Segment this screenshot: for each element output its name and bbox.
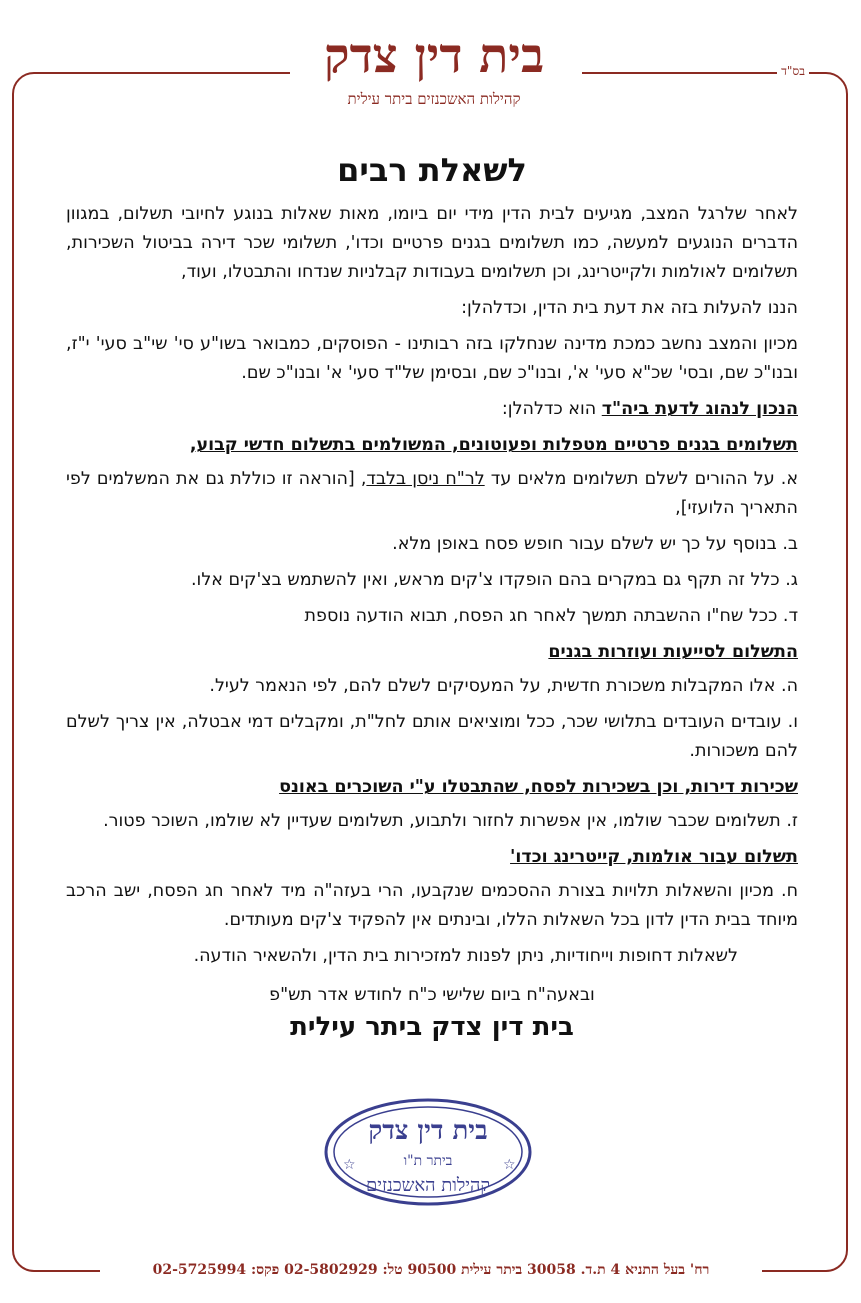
date-line: ובאעה"ח ביום שלישי כ"ח לחודש אדר תש"פ [269,985,595,1005]
intro-paragraph: לאחר שלרגל המצב, מגיעים לבית הדין מידי יום ביומו, מאות שאלות בנוגע לחיובי תשלום, במגוון הדברים הנוגעים למעשה, כמו תשלומים בגנים פרטיים וכדו', תשלומי שכר דירה בביטול השכירות, תשלומים לאולמות ולקייטרינג, וכן תשלומים בעבודות קבלניות שנדחו והתבטלו, ועוד, [66,204,798,282]
signature: בית דין צדק ביתר עילית [290,1012,574,1042]
paragraph-3: מכיון והמצב נחשב כמכת מדינה שנחלקו בזה רבותינו - הפוסקים, כמבואר בשו"ע סי' שי"ב סעי' י"ז, ובנו"כ שם, ובסי' שכ"א סעי' א', ובנו"כ שם, ובסימן של"ד סעי' א' ובנו"כ שם. [66,334,798,383]
document-title: לשאלת רבים [337,151,527,189]
section-heading-rentals: שכירות דירות, וכן בשכירות לפסח, שהתבטלו ע"י השוכרים באונס [279,777,798,797]
clause-h: ה. אלו המקבלות משכורת חדשית, על המעסיקים לשלם להם, לפי הנאמר לעיל. [209,676,798,696]
stamp-bottom-text: קהילות האשכנזים [366,1175,490,1196]
clause-ch: ח. מכיון והשאלות תלויות בצורת ההסכמים שנקבעו, הרי בעזה"ה מיד לאחר חג הפסח, ישב הרכב מיוחד בבית הדין לדון בכל השאלות הללו, ובינתים אין להפקיד צ'קים מעותדים. [66,881,798,930]
section-heading-assistants: התשלום לסייעות ועוזרות בגנים [548,642,798,662]
clause-b: ב. בנוסף על כך יש לשלם עבור חופש פסח באופן מלא. [392,534,798,554]
stamp-top-text: בית דין צדק [368,1116,488,1146]
clause-g: ג. כלל זה תקף גם במקרים בהם הופקדו צ'קים מראש, ואין להשתמש בצ'קים אלו. [190,570,798,590]
section-heading-gardens: תשלומים בגנים פרטיים מטפלות ופעוטונים, המשולמים בתשלום חדשי קבוע, [189,435,798,455]
letterhead-title: בית דין צדק [323,28,545,84]
ruling-heading: הנכון לנהוג לדעת ביה"ד [601,399,798,419]
footer-contact: רח' בעל התניא 4 ת.ד. 30058 ביתר עילית 90500 טל: 02-5802929 פקס: 02-5725994 [152,1262,710,1278]
clause-v: ו. עובדים העובדים בתלושי שכר, ככל ומוציאים אותם לחל"ת, ומקבלים דמי אבטלה, אין צריך לשלם להם משכורות. [66,712,798,761]
document-body [66,150,798,1044]
stamp-middle-text: ביתר ת"ו [403,1153,453,1169]
letterhead-subtitle: קהילות האשכנזים ביתר עילית [347,90,521,108]
clause-a-pre: א. על ההורים לשלם תשלומים מלאים עד [484,469,799,489]
bsd-mark: בס"ד [777,64,809,79]
closing-paragraph: לשאלות דחופות וייחודיות, ניתן לפנות למזכירות בית הדין, ולהשאיר הודעה. [193,946,738,966]
court-stamp [323,1097,533,1207]
clause-a-post: , [הוראה זו כוללת גם את המשלמים לפי התאריך הלועזי], [66,469,798,518]
ruling-heading-rest: הוא כדלהלן: [501,399,602,419]
section-heading-halls: תשלום עבור אולמות, קייטרינג וכדו' [510,847,798,867]
clause-a [66,465,798,523]
paragraph-4 [66,395,798,424]
clause-d: ד. ככל שח"ו ההשבתה תמשך לאחר חג הפסח, תבוא הודעה נוספת [304,606,798,626]
clause-z: ז. תשלומים שכבר שולמו, אין אפשרות לחזור ולתבוע, תשלומים שעדיין לא שולמו, השוכר פטור. [103,811,798,831]
stamp-star-icon: ☆ [503,1157,516,1173]
paragraph-2: הננו להעלות בזה את דעת בית הדין, וכדלהלן: [461,298,798,318]
clause-a-underline: לר"ח ניסן בלבד [366,469,485,489]
stamp-star-icon: ☆ [343,1157,356,1173]
